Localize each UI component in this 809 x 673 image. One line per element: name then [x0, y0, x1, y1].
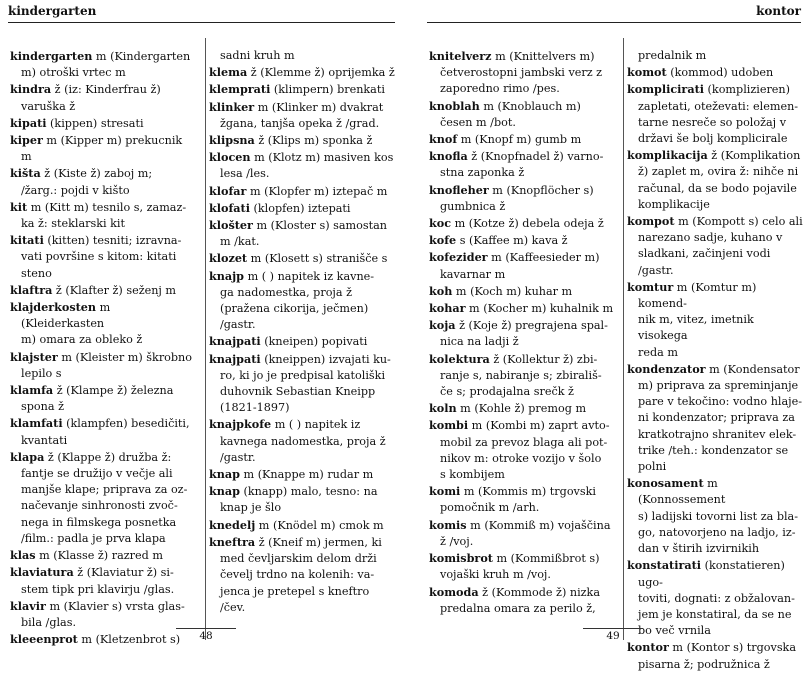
dictionary-entry — [209, 416, 395, 466]
entry-headword: komot — [627, 65, 667, 80]
entry-text-line: tarne nesreče so položaj v — [638, 115, 787, 129]
entry-text-line: m (Kocher m) kuhalnik m — [465, 302, 614, 316]
entry-text-line: (1821-1897) — [220, 401, 290, 415]
dictionary-entry — [209, 250, 395, 267]
dictionary-entry — [10, 349, 192, 382]
dictionary-entry — [10, 415, 192, 448]
entry-text-line: (kitten) tesniti; izravna- — [43, 234, 182, 248]
entry-headword: klavir — [10, 598, 46, 613]
entry-headword: koln — [429, 401, 457, 416]
entry-text-line: računal, da se bodo pojavile — [638, 181, 797, 195]
entry-headword: klema — [209, 65, 248, 80]
entry-headword: klipsna — [209, 133, 255, 148]
dictionary-entry — [209, 534, 395, 616]
dictionary-entry — [10, 232, 192, 282]
entry-text-line: m (Klotz m) masiven kos — [250, 151, 394, 165]
entry-text-line: dan v štirih izvirnikih — [638, 542, 760, 556]
entry-headword: knofla — [429, 149, 468, 164]
dictionary-entry — [10, 299, 192, 349]
dictionary-entry — [429, 131, 615, 148]
entry-headword: klozet — [209, 251, 248, 266]
entry-text-line: načevanje sinhronosti zvoč- — [21, 499, 178, 513]
entry-text-line: m (Konnossement — [638, 477, 726, 507]
dictionary-entry — [10, 81, 192, 114]
dictionary-entry — [209, 200, 395, 217]
entry-headword: kompot — [627, 214, 675, 229]
dictionary-entry — [429, 249, 615, 282]
entry-text-line: m (Knittelvers m) — [491, 50, 595, 63]
dictionary-entry — [10, 564, 192, 597]
entry-text-line: m (Klopfer m) iztepač m — [246, 184, 388, 198]
entry-headword: klaftra — [10, 282, 53, 297]
entry-text-line: s kombijem — [440, 468, 505, 482]
entry-text-line: m /kat. — [220, 235, 260, 249]
entry-headword: kit — [10, 199, 28, 214]
dictionary-entry — [627, 81, 803, 147]
entry-headword: klofar — [209, 183, 247, 198]
entry-text-line: žgana, tanjša opeka ž /grad. — [220, 116, 380, 130]
entry-text-line: m (Komtur m) komend- — [638, 280, 757, 311]
entry-text-line: gumbnica ž — [440, 199, 506, 213]
entry-text-line: ž (Klafter ž) seženj m — [52, 283, 177, 297]
entry-text-line: (kneipen) popivati — [260, 335, 368, 349]
entry-text-line: m (Klasse ž) razred m — [35, 549, 163, 563]
entry-headword: komtur — [627, 279, 674, 294]
entry-text-line: m (Knopf m) gumb m — [457, 133, 582, 147]
dictionary-entry — [209, 48, 395, 64]
entry-text-line: nica na ladji ž — [440, 335, 519, 349]
dictionary-entry — [429, 215, 615, 232]
entry-text-line: kvantati — [21, 433, 68, 447]
entry-text-line: (pražena cikorija, ječmen) — [220, 302, 369, 316]
entry-headword: klapa — [10, 449, 45, 464]
dictionary-entry — [10, 631, 192, 648]
left-page — [0, 0, 405, 660]
dictionary-entry — [209, 81, 395, 98]
entry-text-line: zapletati, oteževati: elemen- — [638, 99, 799, 113]
entry-text-line: državi še bolj komplicirale — [638, 132, 788, 146]
entry-text-line: sladkani, začinjeni vodi — [638, 247, 771, 261]
dictionary-entry — [627, 557, 803, 639]
entry-headword: knajpati — [209, 351, 261, 366]
entry-text-line: zaporednο rimo /pes. — [440, 82, 560, 96]
entry-text-line: manjše klape; priprava za oz- — [21, 483, 188, 497]
dictionary-entry — [627, 639, 803, 672]
entry-headword: koja — [429, 318, 456, 333]
entry-text-line: (klimpern) brenkati — [270, 83, 385, 97]
entry-text-line: bo več vrnila — [638, 624, 711, 638]
left-header-word: kindergarten — [8, 4, 97, 18]
entry-text-line: go, natovorjeno na ladjo, iz- — [638, 525, 796, 539]
entry-headword: komisbrot — [429, 551, 493, 566]
entry-headword: klocen — [209, 150, 251, 165]
dictionary-entry — [627, 279, 803, 361]
entry-text-line: m (Kleiderkasten — [21, 301, 111, 331]
entry-text-line: ž (Klaviatur ž) si- — [73, 566, 174, 580]
entry-text-line: ž (Klemme ž) oprijemka ž — [247, 66, 395, 80]
entry-text-line: m (Kompott s) celo ali — [674, 215, 803, 229]
entry-text-line: (klampfen) besedičiti, — [62, 417, 190, 431]
entry-text-line: (kommod) udoben — [666, 66, 774, 80]
entry-headword: kindra — [10, 82, 52, 97]
entry-text-line: nik m, vitez, imetnik visokega — [638, 313, 754, 343]
entry-headword: kohar — [429, 301, 466, 316]
entry-text-line: /gastr. — [220, 450, 256, 464]
entry-headword: knajpkofe — [209, 417, 272, 432]
entry-text-line: česen m /bot. — [440, 115, 516, 129]
entry-headword: koh — [429, 283, 453, 298]
dictionary-entry — [429, 584, 615, 617]
entry-text-line: m (Kommiß m) vojaščina — [466, 518, 611, 532]
entry-text-line: m ( ) napitek iz — [271, 418, 361, 432]
entry-headword: knitelverz — [429, 49, 492, 63]
entry-text-line: m (Kondensator — [705, 362, 800, 376]
entry-headword: komi — [429, 484, 461, 499]
left-column-1 — [10, 48, 192, 648]
entry-text-line: jenca je pretepel s kneftro — [220, 584, 370, 598]
entry-text-line: pomočnik m /arh. — [440, 501, 540, 515]
entry-text-line: ž (Klampe ž) železna — [53, 384, 174, 398]
entry-text-line: nikov m: otroke vozijo v šolo — [440, 451, 602, 465]
entry-text-line: m (Kotze ž) debela odeja ž — [451, 217, 604, 231]
entry-text-line: pare v tekočino: vodno hlaje- — [638, 395, 803, 409]
entry-text-line: lepilo s — [21, 366, 62, 380]
dictionary-entry — [627, 361, 803, 475]
entry-text-line: m) priprava za spreminjanje — [638, 379, 799, 393]
dictionary-entry — [627, 48, 803, 64]
entry-text-line: /žarg.: pojdi v kišto — [21, 183, 130, 197]
right-column-divider — [623, 38, 624, 640]
entry-text-line: kavnega nadomestka, proja ž — [220, 434, 386, 448]
dictionary-entry — [10, 115, 192, 132]
entry-text-line: ga nadomestka, proja ž — [220, 285, 353, 299]
left-column-2 — [209, 48, 395, 616]
entry-text-line: četverostopni jambski verz z — [440, 66, 603, 80]
entry-text-line: nega in filmskega posnetka — [21, 515, 177, 529]
entry-text-line: bila /glas. — [21, 615, 77, 629]
entry-text-line: spona ž — [21, 400, 64, 414]
dictionary-entry — [10, 598, 192, 631]
dictionary-entry — [429, 317, 615, 350]
entry-text-line: trike /teh.: kondenzator se — [638, 443, 789, 457]
entry-text-line: mobil za prevoz blaga ali pot- — [440, 435, 608, 449]
dictionary-entry — [209, 483, 395, 516]
dictionary-entry — [429, 283, 615, 300]
entry-text-line: m (Klinker m) dvakrat — [254, 100, 384, 114]
entry-text-line: ž (iz: Kinderfrau ž) — [51, 83, 161, 97]
dictionary-entry — [10, 449, 192, 547]
entry-text-line: sadni kruh m — [220, 49, 295, 62]
entry-text-line: (konstatieren) ugo- — [638, 559, 785, 589]
entry-text-line: m) otroški vrtec m — [21, 66, 126, 80]
dictionary-entry — [627, 475, 803, 557]
entry-headword: klas — [10, 548, 36, 563]
entry-text-line: m (Kommis m) trgovski — [460, 485, 596, 499]
entry-text-line: ž (Komplikation — [707, 149, 801, 163]
entry-headword: kombi — [429, 418, 469, 433]
entry-headword: kofezider — [429, 250, 488, 265]
entry-text-line: m (Klosett s) stranišče s — [247, 252, 388, 266]
entry-text-line: varuška ž — [21, 99, 76, 113]
entry-text-line: reda m — [638, 345, 678, 359]
entry-text-line: m (Kontor s) trgovska — [668, 641, 797, 655]
entry-text-line: fantje se družijo v večje ali — [21, 467, 173, 481]
entry-text-line: predalnik m — [638, 49, 707, 62]
entry-headword: klamfati — [10, 416, 63, 431]
entry-text-line: stem tipk pri klavirju /glas. — [21, 582, 175, 596]
entry-text-line: ž (Kommode ž) nizka — [478, 585, 600, 599]
dictionary-entry — [209, 333, 395, 350]
entry-text-line: /gastr. — [638, 263, 674, 277]
entry-text-line: s) ladijski tovorni list za bla- — [638, 509, 799, 523]
entry-headword: knoblah — [429, 98, 480, 113]
entry-text-line: ni kondenzator; priprava za — [638, 411, 795, 425]
entry-text-line: jem je konstatiral, da se ne — [638, 607, 792, 621]
dictionary-entry — [627, 213, 803, 279]
entry-text-line: m (Kleister m) škrobno — [57, 350, 192, 364]
entry-text-line: m (Knödel m) cmok m — [255, 518, 384, 532]
dictionary-entry — [209, 517, 395, 534]
dictionary-entry — [429, 232, 615, 249]
entry-headword: kipati — [10, 115, 47, 130]
entry-headword: konstatirati — [627, 558, 702, 573]
entry-text-line: m (Knoblauch m) — [479, 99, 581, 113]
entry-text-line: duhovnik Sebastian Kneipp — [220, 385, 376, 399]
dictionary-entry — [209, 466, 395, 483]
dictionary-entry — [429, 517, 615, 550]
entry-headword: komis — [429, 517, 467, 532]
entry-text-line: komplikacije — [638, 197, 710, 211]
entry-headword: komplicirati — [627, 82, 704, 97]
entry-headword: koc — [429, 216, 452, 231]
dictionary-entry — [10, 199, 192, 232]
entry-headword: klemprati — [209, 82, 271, 97]
entry-headword: knajp — [209, 268, 245, 283]
entry-text-line: ž (Klappe ž) družba ž: — [44, 450, 172, 464]
right-column-1 — [429, 48, 615, 617]
dictionary-entry — [10, 165, 192, 198]
right-column-2 — [627, 48, 803, 673]
left-running-header — [8, 2, 395, 23]
dictionary-entry — [10, 282, 192, 299]
entry-text-line: m (Kaffeesieder m) — [487, 251, 600, 265]
entry-text-line: kratkotrajno shranitev elek- — [638, 427, 797, 441]
entry-text-line: ž) zaplet m, ovira ž: nihče ni — [638, 165, 799, 179]
dictionary-entry — [429, 351, 615, 401]
dictionary-entry — [429, 483, 615, 516]
entry-text-line: ro, ki jo je predpisal katoliški — [220, 368, 386, 382]
dictionary-entry — [429, 550, 615, 583]
dictionary-entry — [429, 400, 615, 417]
entry-text-line: ž /voj. — [440, 534, 474, 548]
entry-text-line: vojaški kruh m /voj. — [440, 568, 551, 582]
entry-text-line: ž (Kollektur ž) zbi- — [489, 352, 598, 366]
right-page — [405, 0, 809, 671]
entry-text-line: /čev. — [220, 600, 246, 614]
entry-text-line: m (Koch m) kuhar m — [452, 284, 573, 298]
dictionary-entry — [627, 64, 803, 81]
entry-headword: konosament — [627, 476, 704, 491]
entry-text-line: m (Knopflöcher s) — [488, 183, 594, 197]
entry-text-line: m ( ) napitek iz kavne- — [244, 269, 375, 283]
entry-text-line: polni — [638, 460, 667, 474]
entry-text-line: m (Kombi m) zaprt avto- — [468, 419, 610, 433]
entry-headword: klinker — [209, 99, 255, 114]
entry-headword: kneftra — [209, 534, 256, 549]
entry-text-line: m (Kommißbrot s) — [492, 552, 600, 566]
entry-text-line: med čevljarskim delom drži — [220, 552, 377, 566]
entry-text-line: m (Kindergarten — [92, 50, 191, 63]
dictionary-entry — [209, 149, 395, 182]
entry-headword: kolektura — [429, 351, 490, 366]
entry-text-line: ž (Kneif m) jermen, ki — [255, 535, 382, 549]
dictionary-entry — [209, 351, 395, 417]
entry-headword: kontor — [627, 640, 669, 655]
entry-text-line: predalna omara za perilo ž, — [440, 601, 596, 615]
dictionary-entry — [10, 48, 192, 81]
entry-text-line: čevelj trdno na kolenih: va- — [220, 568, 375, 582]
entry-headword: knap — [209, 484, 240, 499]
entry-text-line: m (Kletzenbrot s) — [77, 633, 181, 647]
right-running-header — [427, 2, 801, 23]
entry-text-line: (kippen) stresati — [46, 116, 144, 130]
entry-text-line: toviti, dognati: z obžalovan- — [638, 591, 795, 605]
entry-text-line: (klopfen) iztepati — [249, 201, 351, 215]
entry-text-line: m (Kloster s) samostan — [252, 219, 388, 233]
entry-headword: kondenzator — [627, 361, 706, 376]
entry-headword: knof — [429, 132, 458, 147]
entry-headword: klamfa — [10, 383, 54, 398]
entry-text-line: (komplizieren) — [704, 83, 790, 97]
entry-headword: kišta — [10, 166, 41, 181]
entry-text-line: m) omara za obleko ž — [21, 333, 143, 347]
dictionary-entry — [429, 98, 615, 131]
entry-headword: klajster — [10, 349, 58, 364]
entry-text-line: s (Kaffee m) kava ž — [456, 234, 568, 248]
entry-headword: kindergarten — [10, 49, 93, 63]
entry-text-line: lesa /les. — [220, 167, 270, 181]
dictionary-entry — [10, 132, 192, 165]
entry-text-line: ž (Klips m) sponka ž — [254, 134, 373, 148]
dictionary-entry — [209, 217, 395, 250]
left-page-number: 48 — [176, 628, 236, 642]
entry-headword: klofati — [209, 200, 250, 215]
entry-text-line: vati površine s kitom: kitati — [21, 250, 177, 264]
entry-headword: komoda — [429, 584, 479, 599]
entry-text-line: m (Kohle ž) premog m — [456, 402, 587, 416]
entry-headword: kofe — [429, 233, 457, 248]
entry-text-line: kavarnar m — [440, 267, 506, 281]
right-page-number: 49 — [583, 628, 643, 642]
dictionary-entry — [429, 148, 615, 181]
entry-headword: knofleher — [429, 182, 489, 197]
entry-headword: kiper — [10, 133, 43, 148]
entry-headword: knap — [209, 467, 240, 482]
entry-text-line: knap je šlo — [220, 501, 282, 515]
dictionary-entry — [429, 300, 615, 317]
entry-text-line: ž (Knopfnadel ž) varno- — [467, 150, 604, 164]
entry-text-line: steno — [21, 266, 52, 280]
entry-headword: klošter — [209, 218, 253, 233]
left-column-divider — [205, 38, 206, 640]
entry-text-line: /film.: padla je prva klapa — [21, 531, 166, 545]
entry-text-line: m (Kipper m) prekucnik m — [21, 134, 183, 164]
entry-headword: komplikacija — [627, 148, 708, 163]
entry-headword: kitati — [10, 233, 44, 248]
entry-text-line: m (Kitt m) tesnilo s, zamaz- — [27, 200, 187, 214]
dictionary-entry — [209, 132, 395, 149]
dictionary-entry — [10, 382, 192, 415]
entry-text-line: (kneippen) izvajati ku- — [260, 352, 391, 366]
entry-text-line: ž (Kiste ž) zaboj m; — [40, 167, 153, 181]
dictionary-entry — [627, 147, 803, 213]
dictionary-entry — [209, 268, 395, 334]
dictionary-entry — [429, 417, 615, 483]
entry-text-line: m (Klavier s) vrsta glas- — [45, 599, 185, 613]
entry-headword: klaviatura — [10, 565, 74, 580]
entry-headword: knajpati — [209, 334, 261, 349]
entry-text-line: m (Knappe m) rudar m — [239, 468, 374, 482]
entry-text-line: narezano sadje, kuhano v — [638, 231, 783, 245]
dictionary-entry — [10, 547, 192, 564]
entry-headword: knedelj — [209, 517, 256, 532]
dictionary-entry — [429, 48, 615, 98]
entry-headword: klajderkosten — [10, 300, 97, 315]
dictionary-entry — [209, 183, 395, 200]
dictionary-entry — [209, 99, 395, 132]
dictionary-entry — [209, 64, 395, 81]
entry-headword: kleeenprot — [10, 632, 78, 647]
entry-text-line: ranje s, nabiranje s; zbirališ- — [440, 368, 602, 382]
entry-text-line: če s; prodajalna srečk ž — [440, 385, 574, 399]
entry-text-line: pisarna ž; podružnica ž — [638, 657, 770, 671]
right-header-word: kontor — [756, 4, 801, 18]
dictionary-entry — [429, 182, 615, 215]
entry-text-line: ž (Koje ž) pregrajena spal- — [455, 319, 608, 333]
entry-text-line: /gastr. — [220, 318, 256, 332]
entry-text-line: (knapp) malo, tesno: na — [239, 485, 378, 499]
entry-text-line: stna zaponka ž — [440, 166, 525, 180]
entry-text-line: ka ž: steklarski kit — [21, 217, 125, 231]
